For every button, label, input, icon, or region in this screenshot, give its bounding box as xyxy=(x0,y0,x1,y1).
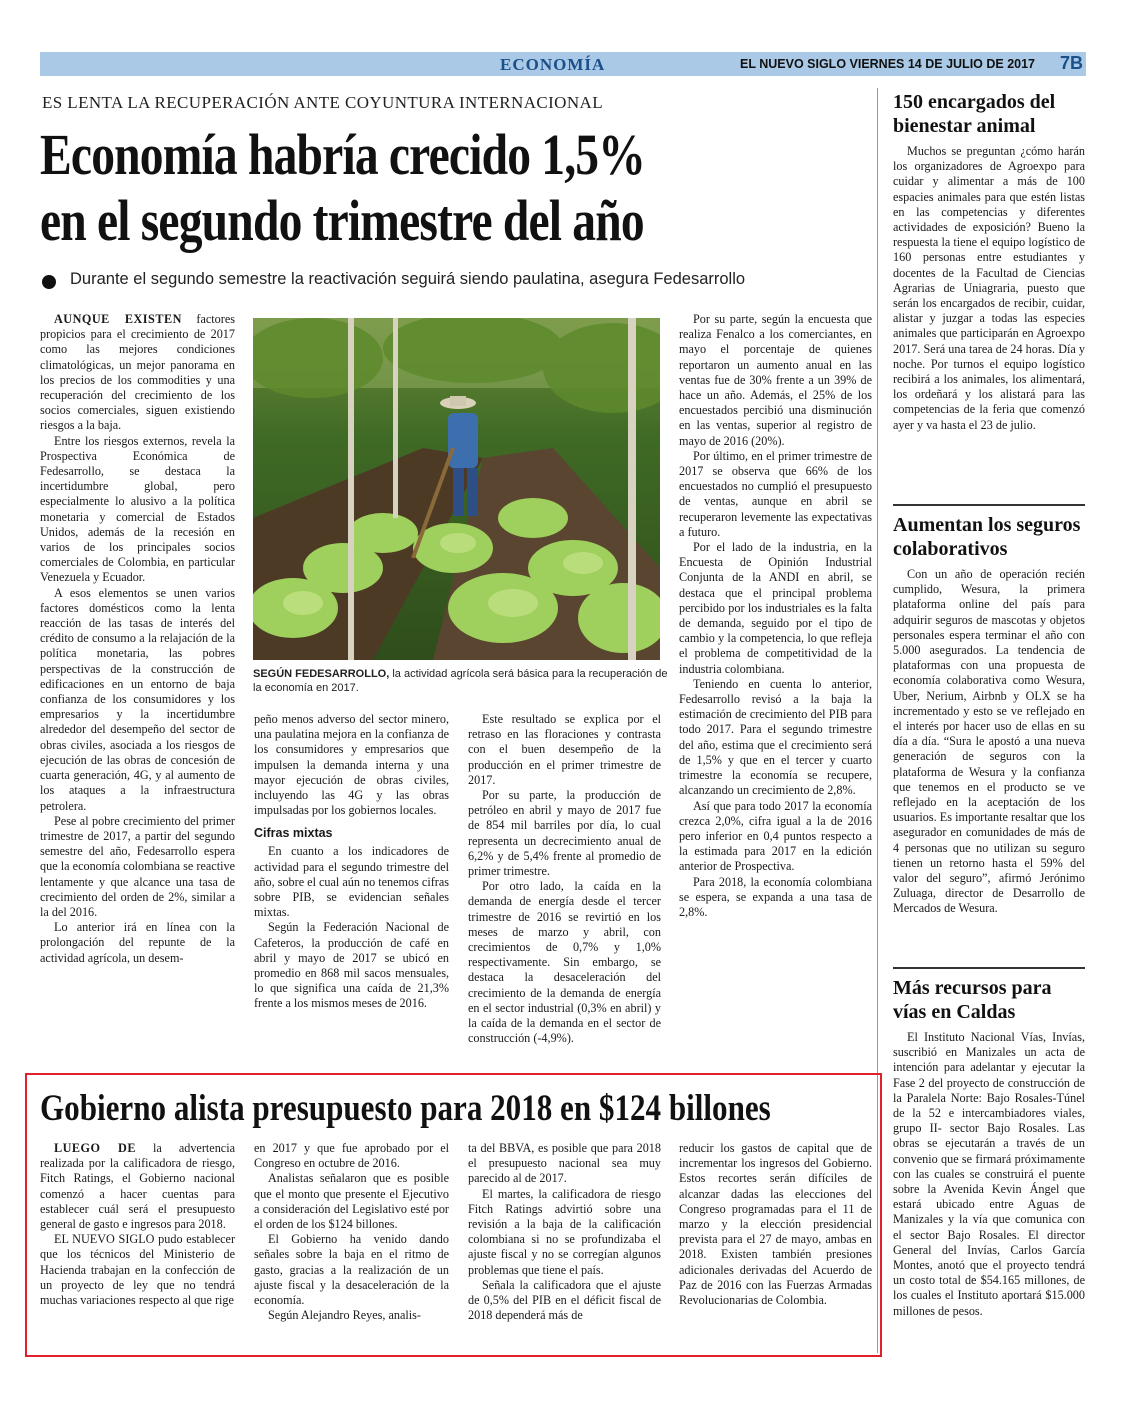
article-deck: Durante el segundo semestre la reactivación seguirá siendo paulatina, asegura Fedesarrollo xyxy=(70,270,746,288)
article-headline xyxy=(40,122,704,254)
subhead-cifras-mixtas: Cifras mixtas xyxy=(254,826,333,841)
paragraph: peño menos adverso del sector minero, una paulatina mejora en la confianza de los consumidores y empresarios que impulsen la demanda interna y una mayor ejecución de obras civiles, incluyendo las 4G y las obras impulsadas por los gobiernos locales. xyxy=(254,712,449,818)
paragraph: factores propicios para el crecimiento de 2017 como las mejores condiciones climatológicas, un mejor panorama en los precios de los commodities y una recuperación del crecimiento de los socios comerciales, siguen existiendo riesgos a la baja. xyxy=(40,312,235,433)
box-column-2 xyxy=(254,1141,449,1323)
paragraph: Señala la calificadora que el ajuste de 0,5% del PIB en el déficit fiscal de 2018 dependerá más de xyxy=(468,1277,661,1323)
photo-caption: SEGÚN FEDESARROLLO, la actividad agrícola será básica para la recuperación de la economía en 2017. xyxy=(253,668,668,694)
sidebar-rule xyxy=(893,967,1085,969)
paragraph: Por su parte, según la encuesta que realiza Fenalco a los comerciantes, en mayo el porcentaje de quienes reportaron un aumento anual en las ventas fue de 30% frente a un 39% de hace un año. Además, el 25% de los encuestados percibió una disminución en las ventas, superior al registro de mayo de 2016 (20%). xyxy=(679,312,872,448)
article-kicker: ES LENTA LA RECUPERACIÓN ANTE COYUNTURA INTERNACIONAL xyxy=(42,93,603,112)
masthead-date: EL NUEVO SIGLO VIERNES 14 DE JULIO DE 2017 xyxy=(740,57,1036,71)
box-column-4 xyxy=(679,1141,872,1308)
paragraph: Este resultado se explica por el retraso en las floraciones y contrasta con el buen desempeño de la producción en el primer trimestre de 2017. xyxy=(468,712,661,787)
article-lead-in: AUNQUE EXISTEN xyxy=(54,312,182,326)
sidebar-story-wesura xyxy=(893,513,1085,917)
sidebar-story-agroexpo xyxy=(893,90,1085,433)
paragraph: Entre los riesgos externos, revela la Prospectiva Económica de Fedesarrollo, se destaca la incertidumbre global, pero especialmente lo alusivo a la política monetaria y comercial de Estados Unidos, además de la recesión en varios de los principales socios comerciales de Colombia, en particular Venezuela y Ecuador. xyxy=(40,433,235,585)
sidebar-body: Con un año de operación recién cumplido, Wesura, la primera plataforma online del país para adquirir seguros de mascotas y objetos personales espera terminar el año con 5.000 asegurados. La tendencia de plataformas con una propuesta de economía colaborativa como Wesura, Uber, Nerium, Airbnb y OLX se ha incrementado y esto se ve reflejado en el interés por hacer uso de ellas en su día a día. “Sura le apostó a una nueva generación de seguros con la plataforma de Wesura y la confianza que tenemos en el producto se ve reflejado en la aceptación de los usuarios. Es importante resaltar que los asegurador en comunidades de más de 4 personas que no utilizan su seguro tienen un retorno hasta el 59% del valor del seguro”, afirmó Jerónimo Zuluaga, director de Desarrollo de Mercados de Wesura. xyxy=(893,567,1085,916)
paragraph: la advertencia realizada por la calificadora de riesgo, Fitch Ratings, el Gobierno nacional comenzó a hacer cuentas para establecer cuál será el presupuesto general de gasto e ingresos para 2018. xyxy=(40,1141,235,1232)
paragraph: Por otro lado, la caída en la demanda de energía desde el tercer trimestre de 2016 se revirtió en los meses de marzo y abril, con crecimientos de 0,7% y 1,0% respectivamente. Sin embargo, se destaca la desaceleración del crecimiento de la demanda de energía en el sector industrial (0,3% en abril) y la caída de la demanda en el sector de construcción (-4,9%). xyxy=(468,879,661,1046)
paragraph: EL NUEVO SIGLO pudo establecer que los técnicos del Ministerio de Hacienda trabajan en la confección de un proyecto de ley que no tendrá muchas variaciones respecto al que rige xyxy=(40,1232,235,1308)
paragraph: El Gobierno ha venido dando señales sobre la baja en el ritmo de gasto, gracias a la realización de un ajuste fiscal y la desaceleración de la economía. xyxy=(254,1232,449,1308)
box-headline: Gobierno alista presupuesto para 2018 en $124 billones xyxy=(40,1088,771,1129)
headline-line-2: en el segundo trimestre del año xyxy=(40,188,644,253)
sidebar-title: Aumentan los seguros colaborativos xyxy=(893,514,1081,560)
paragraph: Analistas señalaron que es posible que el monto que presente el Ejecutivo a consideración del Legislativo esté por el orden de los $124 billones. xyxy=(254,1171,449,1232)
sidebar-story-caldas xyxy=(893,976,1085,1319)
paragraph: A esos elementos se unen varios factores domésticos como la lenta reacción de las tasas de interés del crédito de consumo a la relajación de la política monetaria, las pobres perspectivas de la construcción de edificaciones en un entorno de baja confianza de los consumidores y los empresarios y la incertidumbre alrededor del desempeño del sector de obras civiles, asociada a los riesgos de ejecución de las obras de concesión de cuarta generación, 4G, y al aumento de los ataques a la infraestructura petrolera. xyxy=(40,585,235,813)
paragraph: Teniendo en cuenta lo anterior, Fedesarrollo revisó a la baja la estimación de crecimiento del PIB para todo 2017. Para el segundo trimestre del año, estima que el crecimiento será de 1,5% y que en el tercer y cuarto trimestre la economía se recupere, alcanzando un crecimiento de 2,8%. xyxy=(679,676,872,798)
paragraph: Lo anterior irá en línea con la prolongación del repunte de la actividad agrícola, un desem- xyxy=(40,920,235,965)
box-column-1 xyxy=(40,1141,235,1308)
article-column-1 xyxy=(40,312,235,966)
paragraph: Por último, en el primer trimestre de 2017 se observa que 66% de los encuestados no cumplió el presupuesto de ventas, aunque en abril se recuperaron levemente las expectativas a futuro. xyxy=(679,448,872,539)
section-name: ECONOMÍA xyxy=(500,55,606,74)
page-number: 7B xyxy=(1060,53,1084,73)
article-column-4 xyxy=(679,312,872,920)
article-column-2 xyxy=(254,712,449,1012)
sidebar-title: Más recursos para vías en Caldas xyxy=(893,977,1052,1023)
paragraph: En cuanto a los indicadores de actividad para el segundo trimestre del año, sobre el cual aún no tenemos cifras sobre PIB, se evidencian señales mixtas. xyxy=(254,844,449,920)
paragraph: Por el lado de la industria, en la Encuesta de Opinión Industrial Conjunta de la ANDI en abril, se destaca que el principal problema percibido por los industriales es la falta de demanda, seguido por el tipo de cambio y la competencia, lo que refleja el problema de competitividad de la industria colombiana. xyxy=(679,540,872,676)
paragraph: Así que para todo 2017 la economía crezca 2,0%, cifra igual a la de 2016 pero inferior en 0,4 puntos respecto a la estimada para 2017 en la edición anterior de Prospectiva. xyxy=(679,798,872,874)
paragraph: Según la Federación Nacional de Cafeteros, la producción de café en abril y mayo de 2017 se ubicó en promedio en 868 mil sacos mensuales, lo que significa una caída de 21,3% frente a los mismos meses de 2016. xyxy=(254,920,449,1011)
paragraph: ta del BBVA, es posible que para 2018 el presupuesto nacional sea muy parecido al de 2017. xyxy=(468,1141,661,1186)
sidebar-body: Muchos se preguntan ¿cómo harán los organizadores de Agroexpo para cuidar y alimentar a más de 100 espacies animales para que estén listas en las competencias y diferentes actividades de exposición? Bueno la respuesta la tiene el equipo logístico de 160 personas entre estudiantes y docentes de la Facultad de Ciencias Agrarias de Uniagraria, puesto que serán los encargados de recibir, cuidar, alistar y juzgar a todas las especies animales que participarán en Agroexpo 2017. Será una tarea de 24 horas. Día y noche. Por turnos el equipo logístico recibirá a los animales, los alimentará, los ordeñará y los alistará para las competencias de la feria que comenzó ayer y va hasta el 23 de julio. xyxy=(893,144,1085,432)
paragraph: en 2017 y que fue aprobado por el Congreso en octubre de 2016. xyxy=(254,1141,449,1171)
headline-line-1: Economía habría crecido 1,5% xyxy=(40,122,645,187)
farmer-photo xyxy=(253,318,660,660)
paragraph: Según Alejandro Reyes, analis- xyxy=(268,1308,421,1323)
paragraph: Para 2018, la economía colombiana se espera, se expanda a una tasa de 2,8%. xyxy=(679,874,872,919)
sidebar-rule xyxy=(893,504,1085,506)
paragraph: reducir los gastos de capital que de incrementar los ingresos del Gobierno. Estos recortes serán difíciles de alcanzar dadas las elecciones del Congreso programadas para el 11 de marzo y la elección presidencial prevista para el 27 de mayo, ambas en 2018. Existen también presiones adicionales derivadas del Acuerdo de Paz de 2016 con las Fuerzas Armadas Revolucionarias de Colombia. xyxy=(679,1141,872,1308)
article-column-3 xyxy=(468,712,661,1046)
sidebar-title: 150 encargados del bienestar animal xyxy=(893,91,1056,137)
sidebar-body: El Instituto Nacional Vías, Invías, suscribió en Manizales un acta de intención para adelantar y ejecutar la Fase 2 del proyecto de construcción de la Paralela Norte: Bajo Rosales-Túnel de la 52 e intercambiadores viales, grupo II- sector Bajo Rosales. Las obras se ejecutarán a través de un convenio que se firmará próximamente con las cuales se construirá el puente sobre la Avenida Kevin Ángel que estará ubicado entre Aguas de Manizales y la vía que comunica con el sector Bajo Rosales. El director General del Invías, Carlos García Montes, anotó que el proyecto tendrá un costo total de $54.165 millones, de los cuales el Instituto aportará $15.000 millones de pesos. xyxy=(893,1030,1085,1318)
paragraph: Por su parte, la producción de petróleo en abril y mayo de 2017 fue de 854 mil barriles por día, lo cual representa un decrecimiento anual de 6,2% y de 5,4% frente al promedio de primer trimestre. xyxy=(468,788,661,879)
box-column-3 xyxy=(468,1141,661,1323)
paragraph: Pese al pobre crecimiento del primer trimestre de 2017, a partir del segundo semestre del año, Fedesarrollo espera que la economía colombiana se reactive lentamente y que alcance una tasa de crecimiento del orden de 2%, similar a la del 2016. xyxy=(40,813,235,919)
deck-bullet-icon xyxy=(42,275,56,289)
box-lead-in: LUEGO DE xyxy=(54,1141,136,1155)
paragraph: El martes, la calificadora de riesgo Fitch Ratings advirtió sobre una revisión a la baja de la calificación colombiana si no se profundizaba el ajuste fiscal y no se corregían algunos problemas que tiene el país. xyxy=(468,1186,661,1277)
